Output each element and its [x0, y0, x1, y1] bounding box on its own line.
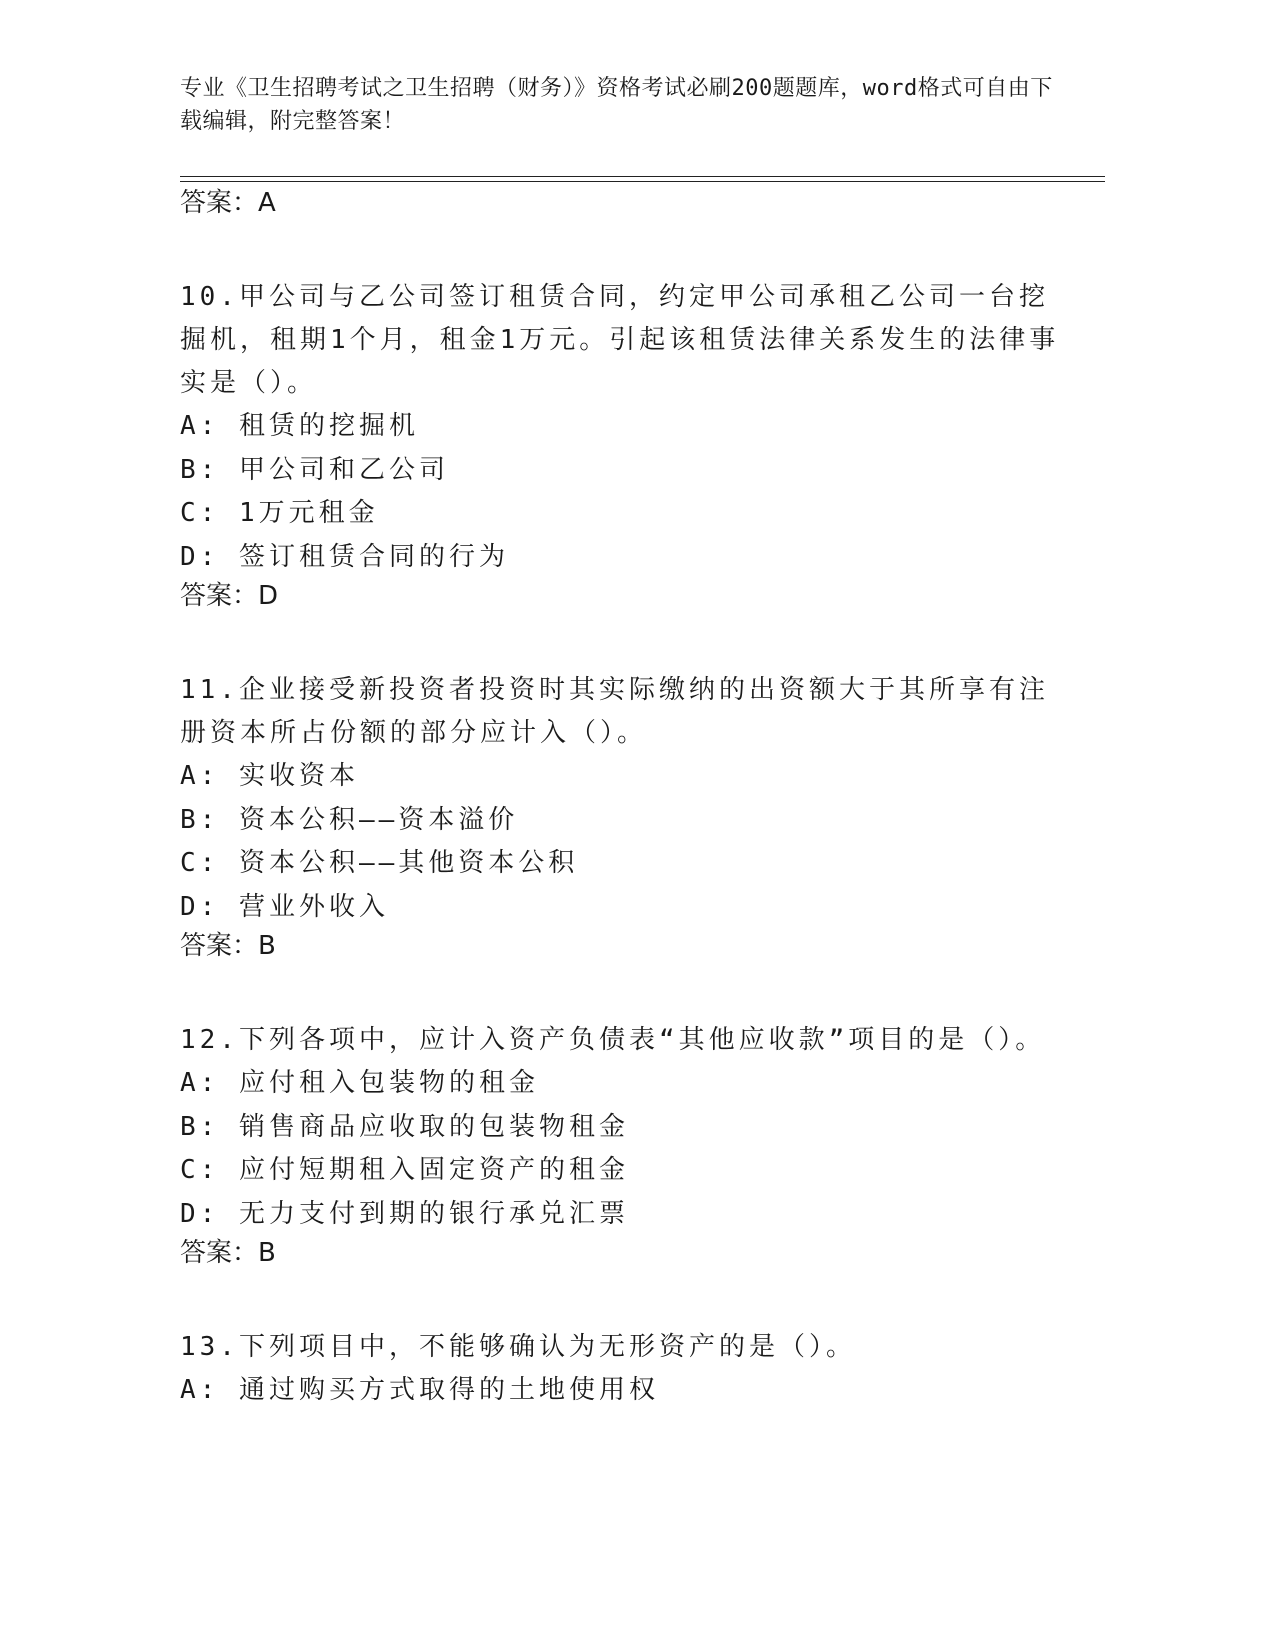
answer-label: 答案： — [180, 931, 259, 961]
option-a — [180, 1062, 1060, 1106]
question-12 — [180, 1019, 1060, 1268]
question-stem: 11.企业接受新投资者投资时其实际缴纳的出资额大于其所享有注册资本所占份额的部分应计入（）。 — [180, 675, 1049, 748]
option-text: 无力支付到期的银行承兑汇票 — [238, 1198, 629, 1229]
option-a — [180, 405, 1060, 449]
answer-value: A — [258, 188, 276, 218]
option-letter: C: — [180, 848, 220, 878]
option-c — [180, 842, 1060, 886]
option-letter: A: — [180, 1375, 220, 1405]
option-letter: C: — [180, 498, 220, 528]
answer-label: 答案： — [180, 188, 259, 218]
option-text: 销售商品应收取的包装物租金 — [238, 1111, 629, 1142]
option-letter: B: — [180, 1111, 220, 1142]
option-text: 甲公司和乙公司 — [238, 454, 449, 485]
question-list — [180, 188, 1060, 1413]
option-a — [180, 755, 1060, 799]
option-text: 通过购买方式取得的土地使用权 — [238, 1375, 659, 1405]
option-letter: D: — [180, 541, 220, 572]
option-c — [180, 492, 1060, 536]
answer-line — [180, 188, 1060, 218]
question-11 — [180, 669, 1060, 961]
option-letter: A: — [180, 761, 220, 791]
option-text: 资本公积——资本溢价 — [238, 804, 519, 835]
option-text: 实收资本 — [238, 761, 359, 791]
option-text: 1万元租金 — [238, 498, 379, 528]
option-text: 营业外收入 — [238, 891, 389, 922]
header-divider — [180, 176, 1105, 182]
option-b — [180, 449, 1060, 493]
answer-value: B — [258, 931, 276, 961]
question-stem: 12.下列各项中，应计入资产负债表“其他应收款”项目的是（）。 — [180, 1025, 1046, 1055]
option-letter: B: — [180, 804, 220, 835]
option-letter: A: — [180, 1068, 220, 1098]
question-10 — [180, 276, 1060, 611]
answer-line — [180, 931, 1060, 961]
option-letter: D: — [180, 891, 220, 922]
option-b — [180, 799, 1060, 843]
answer-line — [180, 1238, 1060, 1268]
option-b — [180, 1106, 1060, 1150]
page-header — [180, 72, 1060, 138]
option-letter: C: — [180, 1155, 220, 1185]
option-c — [180, 1149, 1060, 1193]
option-a — [180, 1369, 1060, 1413]
option-text: 应付短期租入固定资产的租金 — [238, 1155, 629, 1185]
option-text: 应付租入包装物的租金 — [238, 1068, 539, 1098]
answer-value: B — [258, 1238, 276, 1268]
answer-label: 答案： — [180, 1238, 259, 1268]
option-d — [180, 1193, 1060, 1237]
answer-label: 答案： — [180, 581, 259, 611]
option-letter: B: — [180, 454, 220, 485]
question-stem: 10.甲公司与乙公司签订租赁合同，约定甲公司承租乙公司一台挖掘机，租期1个月，租金1万元。引起该租赁法律关系发生的法律事实是（）。 — [180, 282, 1060, 398]
question-13 — [180, 1326, 1060, 1413]
answer-line — [180, 581, 1060, 611]
question-stem: 13.下列项目中，不能够确认为无形资产的是（）。 — [180, 1332, 856, 1362]
option-text: 签订租赁合同的行为 — [238, 541, 509, 572]
header-title: 专业《卫生招聘考试之卫生招聘（财务）》资格考试必刷200题题库，word格式可自由下载编辑，附完整答案！ — [180, 76, 1053, 134]
answer-value: D — [258, 581, 279, 611]
option-letter: A: — [180, 411, 220, 441]
option-d — [180, 886, 1060, 930]
option-d — [180, 536, 1060, 580]
option-text: 资本公积——其他资本公积 — [238, 848, 579, 878]
option-text: 租赁的挖掘机 — [238, 411, 419, 441]
option-letter: D: — [180, 1198, 220, 1229]
